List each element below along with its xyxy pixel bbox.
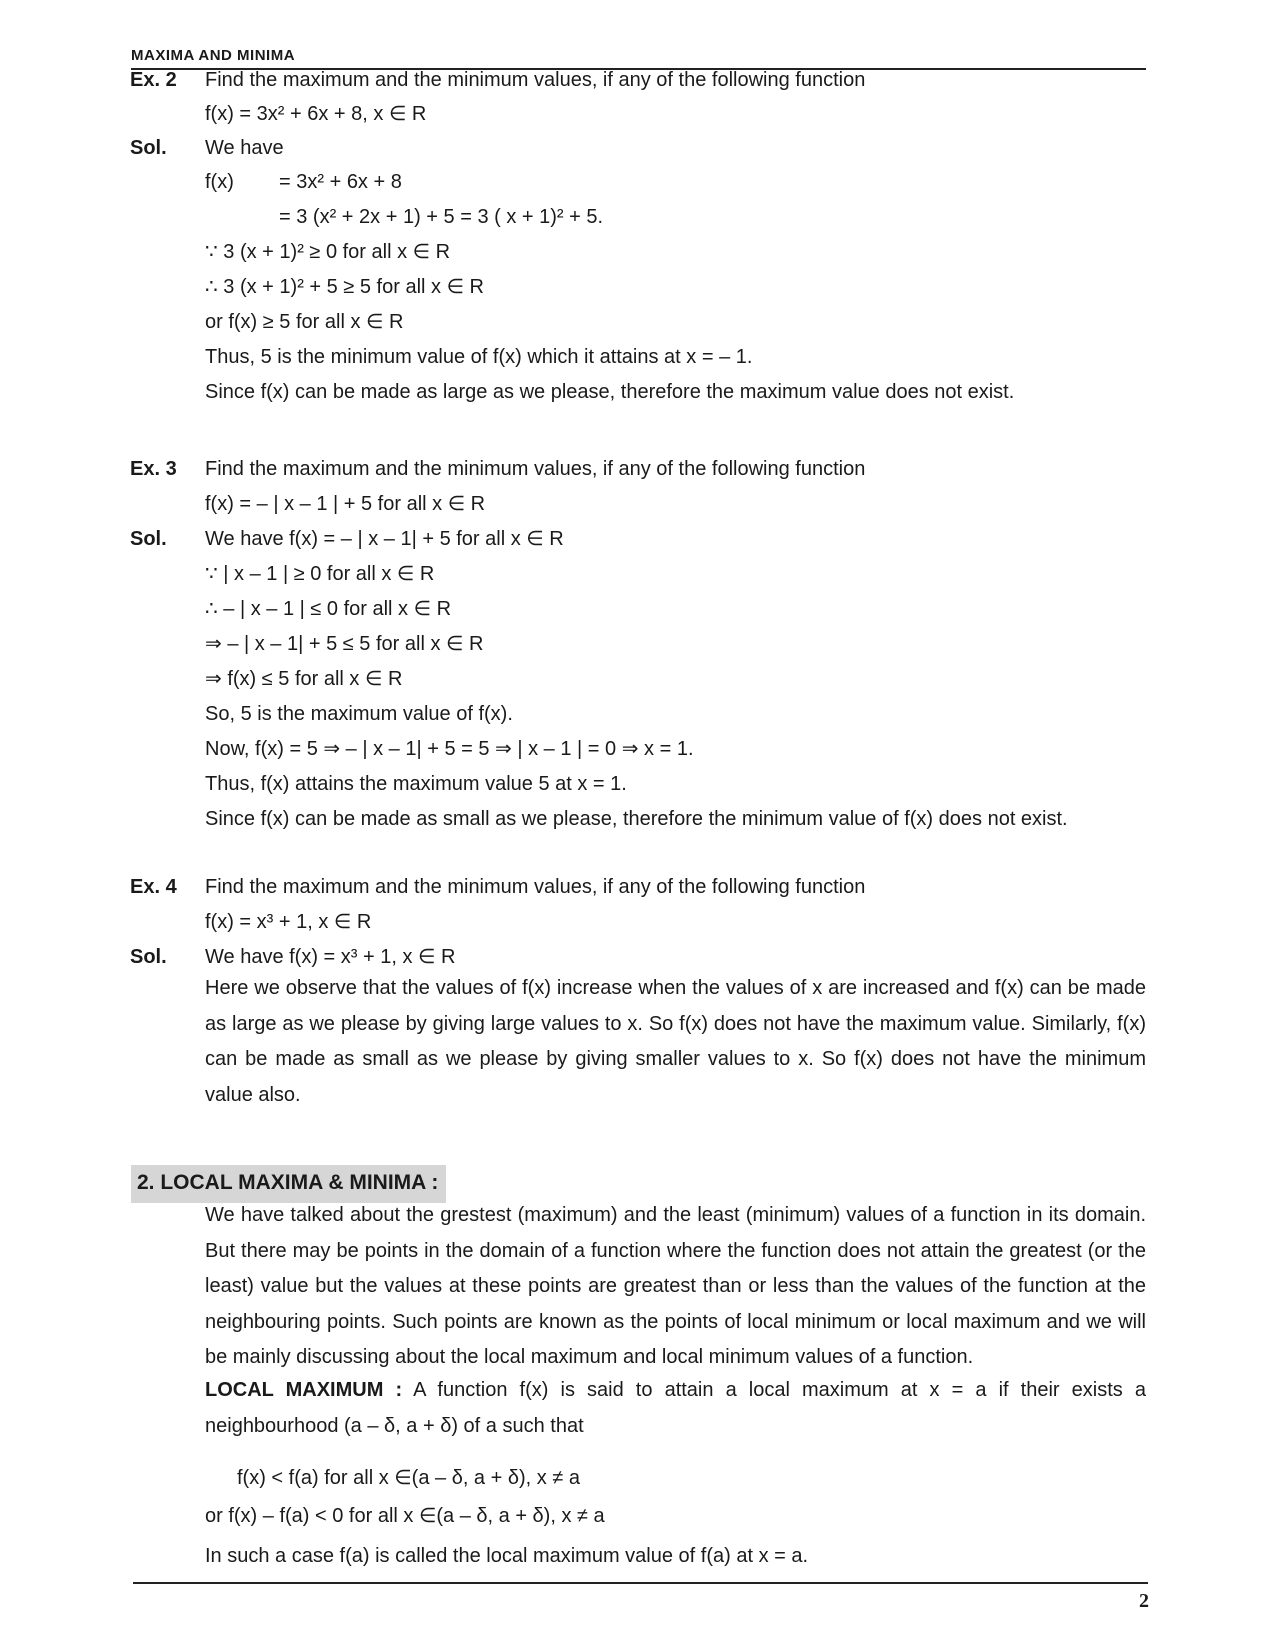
ex3-line: Now, f(x) = 5 ⇒ – | x – 1| + 5 = 5 ⇒ | x – 1 | = 0 ⇒ x = 1. bbox=[205, 738, 694, 760]
ex3-line: Thus, f(x) attains the maximum value 5 at x = 1. bbox=[205, 773, 627, 795]
ex3-sol-label: Sol. bbox=[130, 528, 167, 550]
ex4-sol-first: We have f(x) = x³ + 1, x ∈ R bbox=[205, 946, 456, 968]
local-max-condition-alt: or f(x) – f(a) < 0 for all x ∈(a – δ, a + δ), x ≠ a bbox=[205, 1505, 605, 1527]
ex3-label: Ex. 3 bbox=[130, 458, 177, 480]
ex2-function: f(x) = 3x² + 6x + 8, x ∈ R bbox=[205, 103, 427, 125]
ex3-line: We have f(x) = – | x – 1| + 5 for all x ∈ R bbox=[205, 528, 564, 550]
ex2-line: We have bbox=[205, 137, 284, 159]
ex4-function: f(x) = x³ + 1, x ∈ R bbox=[205, 911, 372, 933]
header-title: MAXIMA AND MINIMA bbox=[131, 47, 296, 64]
ex2-line: ∴ 3 (x + 1)² + 5 ≥ 5 for all x ∈ R bbox=[205, 276, 484, 298]
ex3-line: ∴ – | x – 1 | ≤ 0 for all x ∈ R bbox=[205, 598, 452, 620]
ex2-question: Find the maximum and the minimum values, if any of the following function bbox=[205, 69, 866, 91]
local-max-definition bbox=[205, 1373, 1146, 1444]
ex3-question: Find the maximum and the minimum values, if any of the following function bbox=[205, 458, 866, 480]
ex3-line: ⇒ – | x – 1| + 5 ≤ 5 for all x ∈ R bbox=[205, 633, 484, 655]
ex2-line: or f(x) ≥ 5 for all x ∈ R bbox=[205, 311, 404, 333]
ex2-line: = 3 (x² + 2x + 1) + 5 = 3 ( x + 1)² + 5. bbox=[279, 206, 604, 228]
local-max-label: LOCAL MAXIMUM : bbox=[205, 1379, 403, 1401]
section-title: 2. LOCAL MAXIMA & MINIMA : bbox=[137, 1171, 439, 1194]
ex2-line: f(x) bbox=[205, 171, 234, 193]
ex3-function: f(x) = – | x – 1 | + 5 for all x ∈ R bbox=[205, 493, 486, 515]
ex3-line: ∵ | x – 1 | ≥ 0 for all x ∈ R bbox=[205, 563, 435, 585]
ex2-sol-label: Sol. bbox=[130, 137, 167, 159]
ex3-line: ⇒ f(x) ≤ 5 for all x ∈ R bbox=[205, 668, 403, 690]
ex4-question: Find the maximum and the minimum values, if any of the following function bbox=[205, 876, 866, 898]
ex2-line: ∵ 3 (x + 1)² ≥ 0 for all x ∈ R bbox=[205, 241, 451, 263]
local-max-condition: f(x) < f(a) for all x ∈(a – δ, a + δ), x ≠ a bbox=[237, 1467, 580, 1489]
ex2-line: Since f(x) can be made as large as we please, therefore the maximum value does not exist. bbox=[205, 381, 1015, 403]
page-number: 2 bbox=[1139, 1590, 1149, 1612]
ex4-sol-label: Sol. bbox=[130, 946, 167, 968]
ex3-line: So, 5 is the maximum value of f(x). bbox=[205, 703, 513, 725]
local-max-conclusion: In such a case f(a) is called the local maximum value of f(a) at x = a. bbox=[205, 1545, 809, 1567]
local-max-text: A function f(x) is said to attain a local maximum at x = a if their exists a neighbourhood (a – δ, a + δ) of a such that bbox=[205, 1379, 1146, 1437]
ex3-line: Since f(x) can be made as small as we please, therefore the minimum value of f(x) does not exist. bbox=[205, 808, 1068, 830]
ex2-line: = 3x² + 6x + 8 bbox=[279, 171, 402, 193]
footer-divider bbox=[133, 1582, 1148, 1584]
ex2-line: Thus, 5 is the minimum value of f(x) which it attains at x = – 1. bbox=[205, 346, 753, 368]
ex4-paragraph: Here we observe that the values of f(x) increase when the values of x are increased and f(x) can be made as large as we please by giving large values to x. So f(x) does not have the maximum value. Similarly, f(x) can be made as small as we please by giving smaller values to x. So f(x) does not have the minimum value also. bbox=[205, 977, 1146, 1106]
section-intro: We have talked about the grestest (maximum) and the least (minimum) values of a function in its domain. But there may be points in the domain of a function where the function does not attain the greatest (or the least) value but the values at these points are greatest than or less than the values of the function at the neighbouring points. Such points are known as the points of local minimum or local maximum and we will be mainly discussing about the local maximum and local minimum values of a function. bbox=[205, 1204, 1146, 1368]
ex2-label: Ex. 2 bbox=[130, 69, 177, 91]
ex4-label: Ex. 4 bbox=[130, 876, 177, 898]
